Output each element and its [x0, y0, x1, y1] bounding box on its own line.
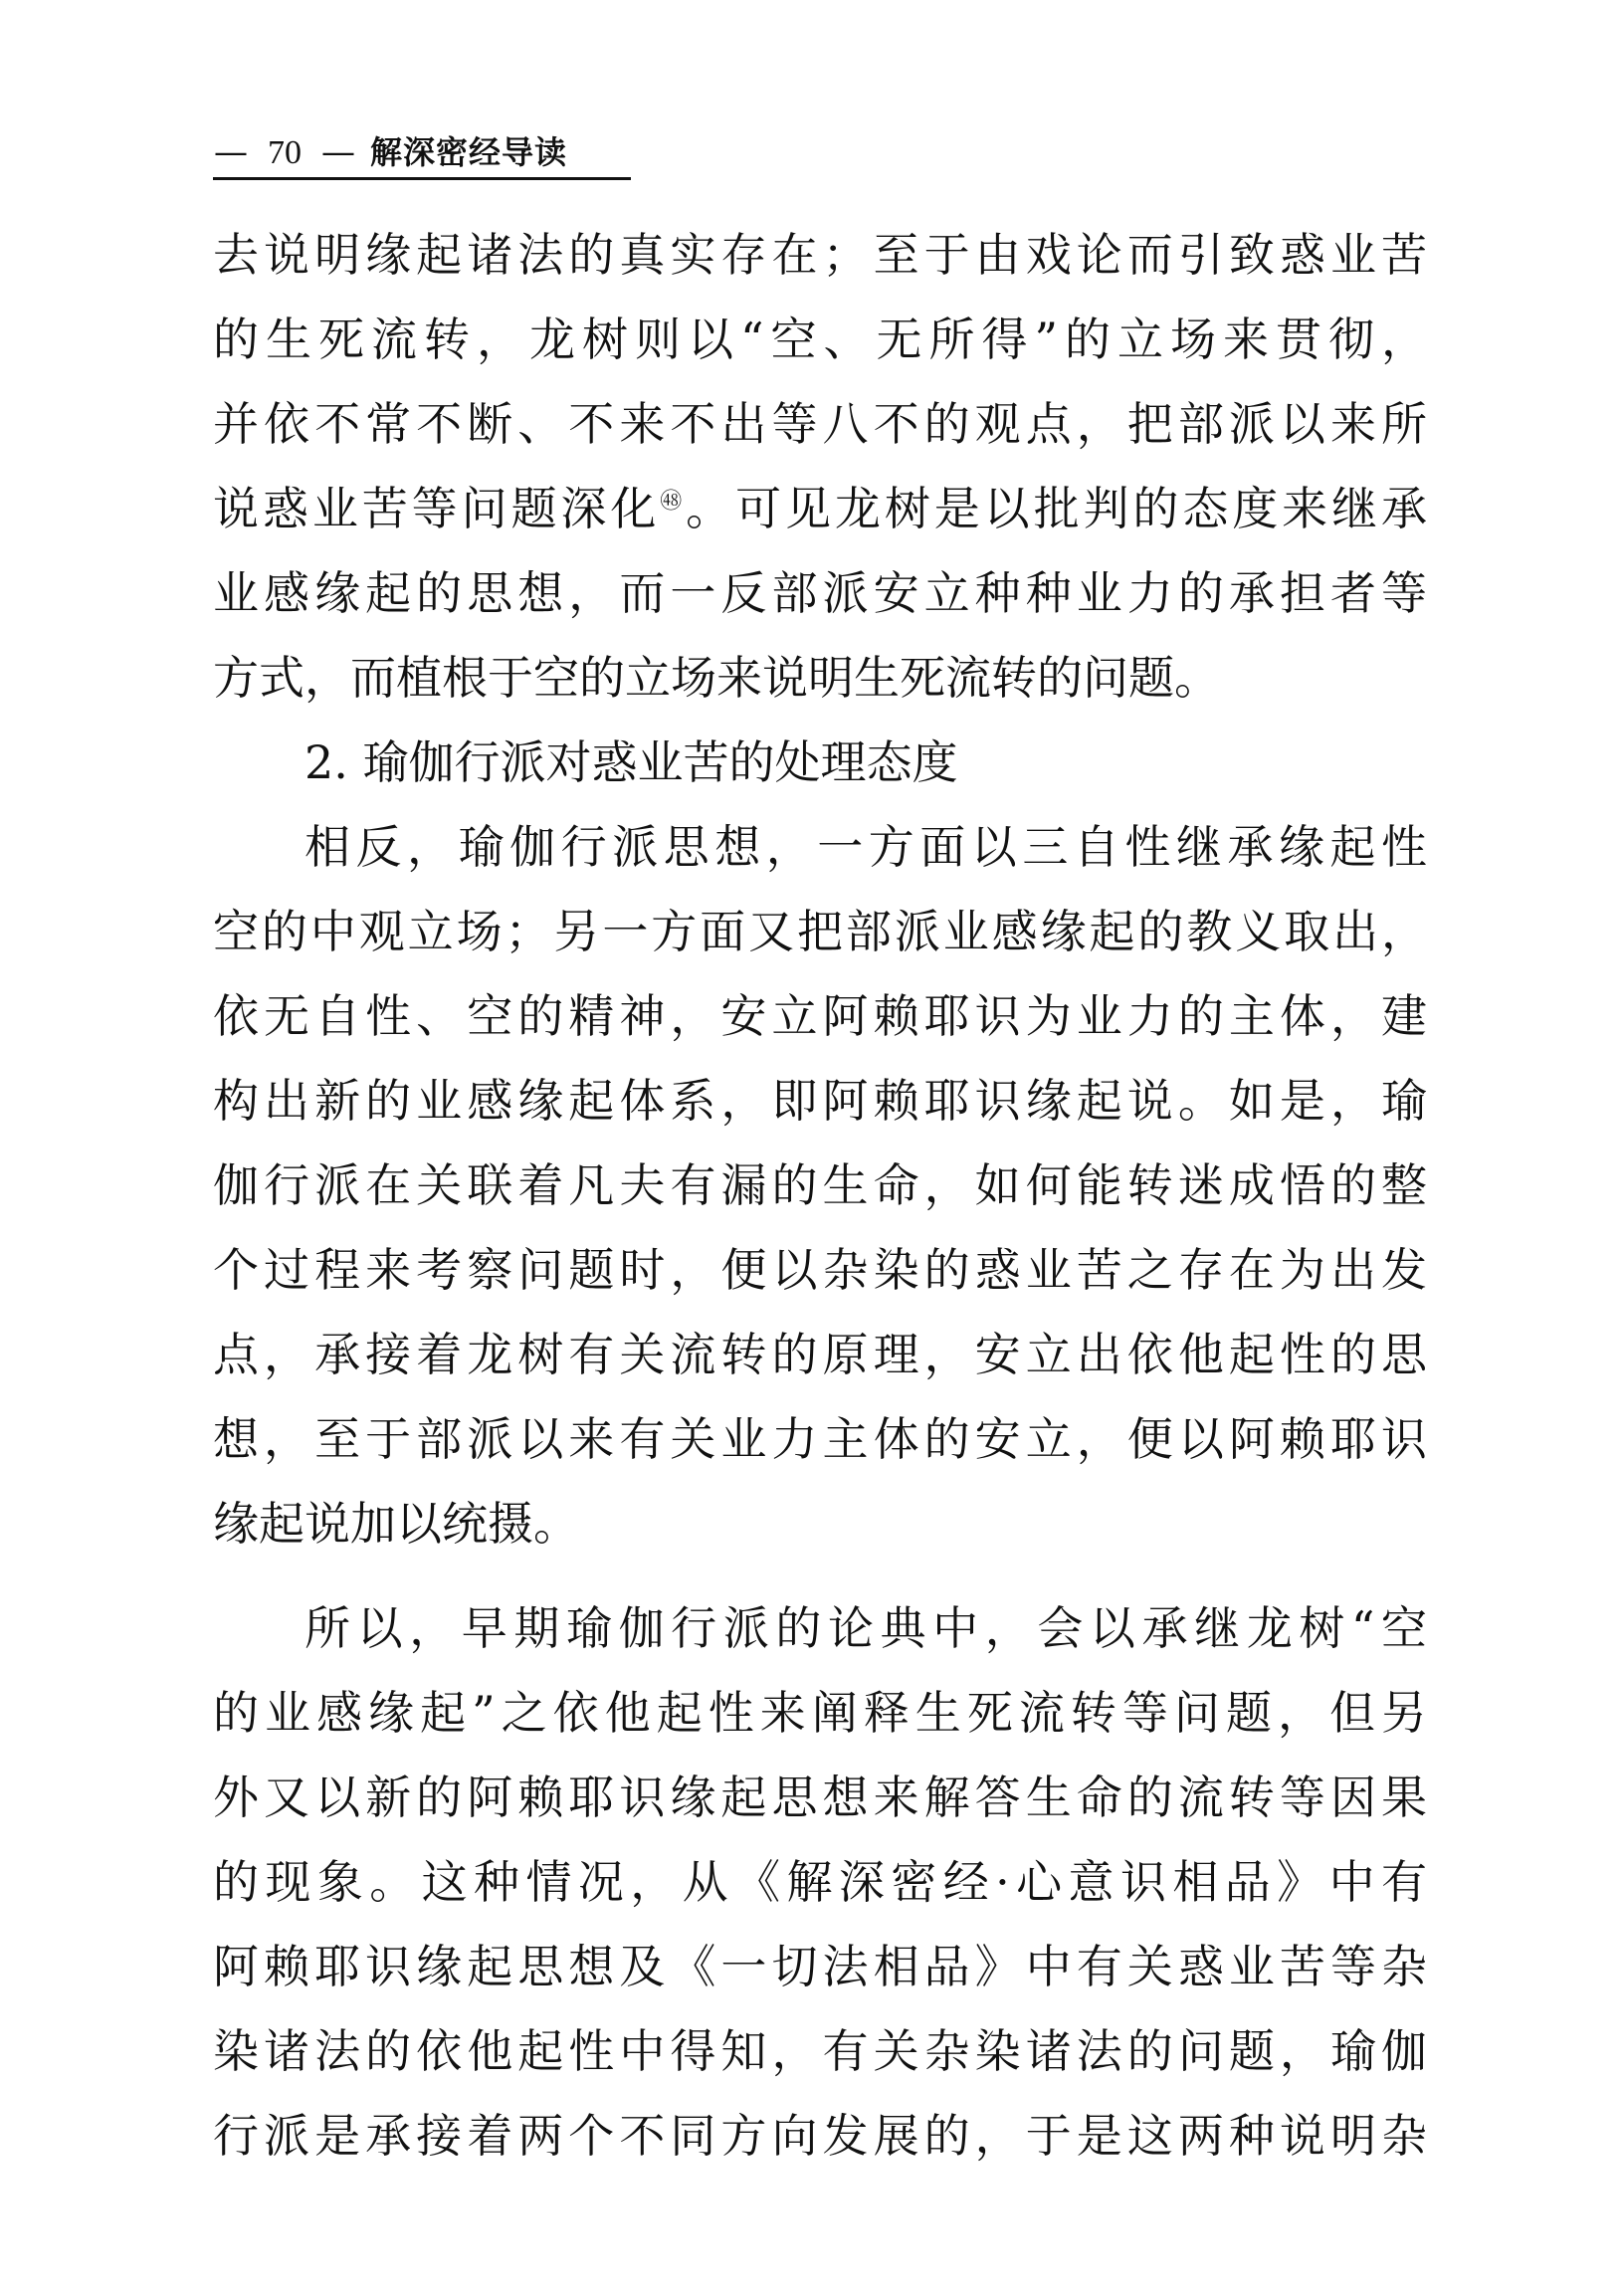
page-number: 70 — [268, 134, 302, 171]
text-line: 行派是承接着两个不同方向发展的，于是这两种说明杂 — [213, 2109, 1427, 2163]
text-line-with-note — [213, 467, 1427, 551]
paragraph-1 — [213, 213, 1427, 721]
paragraph-3 — [213, 1586, 1427, 2179]
text-segment: 说惑业苦等问题深化 — [213, 482, 661, 535]
text-line: 并依不常不断、不来不出等八不的观点，把部派以来所 — [213, 397, 1427, 451]
text-line: 的现象。这种情况，从《解深密经·心意识相品》中有 — [213, 1855, 1427, 1909]
text-line: 所以，早期瑜伽行派的论典中，会以承继龙树“空 — [304, 1601, 1427, 1655]
running-header — [213, 127, 631, 180]
text-line: 业感缘起的思想，而一反部派安立种种业力的承担者等 — [213, 566, 1427, 620]
section-heading: 2. 瑜伽行派对惑业苦的处理态度 — [304, 735, 958, 789]
text-line: 相反，瑜伽行派思想，一方面以三自性继承缘起性 — [304, 820, 1427, 874]
text-line: 方式，而植根于空的立场来说明生死流转的问题。 — [213, 651, 1220, 705]
text-line: 点，承接着龙树有关流转的原理，安立出依他起性的思 — [213, 1328, 1427, 1381]
text-line: 去说明缘起诸法的真实存在；至于由戏论而引致惑业苦 — [213, 228, 1427, 282]
text-line: 空的中观立场；另一方面又把部派业感缘起的教义取出， — [213, 905, 1427, 958]
paragraph-gap — [213, 1566, 1427, 1586]
text-line: 依无自性、空的精神，安立阿赖耶识为业力的主体，建 — [213, 989, 1427, 1043]
footnote-marker: ㊽ — [660, 489, 687, 515]
text-line: 个过程来考察问题时，便以杂染的惑业苦之存在为出发 — [213, 1243, 1427, 1297]
text-line: 的业感缘起”之依他起性来阐释生死流转等问题，但另 — [213, 1686, 1427, 1740]
text-segment: 。可见龙树是以批判的态度来继承 — [686, 482, 1427, 535]
text-line: 阿赖耶识缘起思想及《一切法相品》中有关惑业苦等杂 — [213, 1940, 1427, 1993]
text-line: 染诸法的依他起性中得知，有关杂染诸法的问题，瑜伽 — [213, 2024, 1427, 2078]
text-line: 构出新的业感缘起体系，即阿赖耶识缘起说。如是，瑜 — [213, 1074, 1427, 1128]
page-body — [213, 213, 1427, 2179]
text-line: 缘起说加以统摄。 — [213, 1497, 579, 1551]
text-line: 伽行派在关联着凡夫有漏的生命，如何能转迷成悟的整 — [213, 1158, 1427, 1212]
text-line: 的生死流转，龙树则以“空、无所得”的立场来贯彻， — [213, 313, 1427, 366]
header-dash-right: — — [321, 132, 355, 172]
paragraph-2 — [213, 805, 1427, 1566]
book-title: 解深密经导读 — [370, 133, 568, 171]
header-dash-left: — — [214, 132, 248, 172]
text-line: 想，至于部派以来有关业力主体的安立，便以阿赖耶识 — [213, 1412, 1427, 1466]
text-line: 外又以新的阿赖耶识缘起思想来解答生命的流转等因果 — [213, 1771, 1427, 1824]
